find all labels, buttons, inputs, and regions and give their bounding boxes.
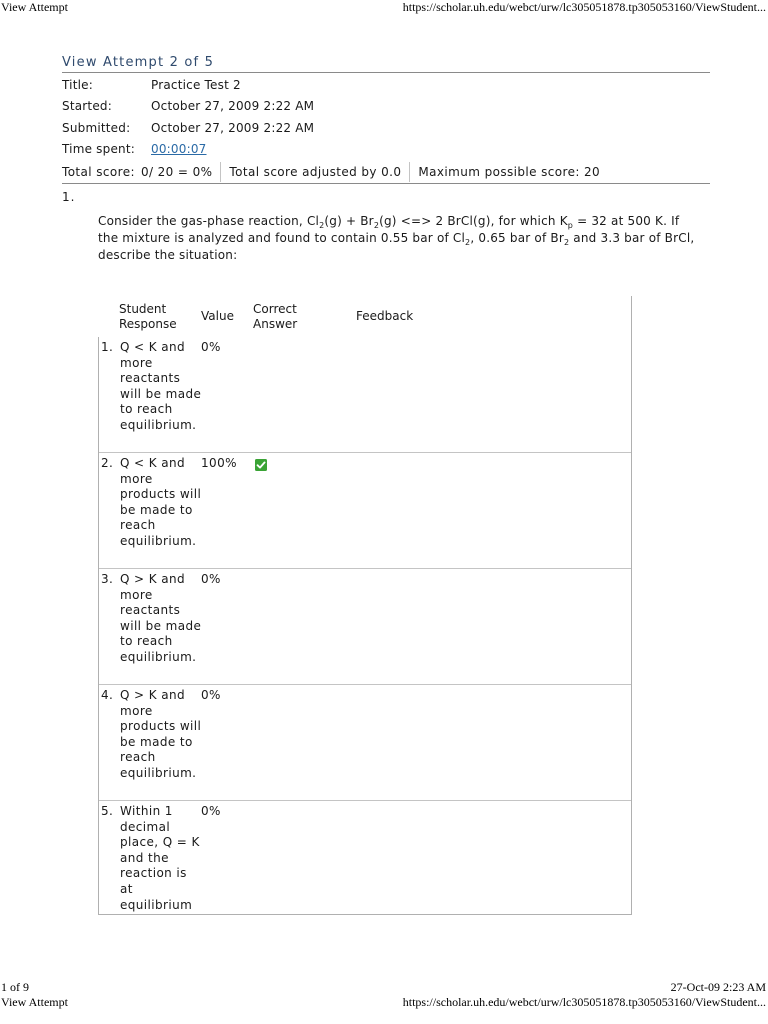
time-spent-link[interactable]: 00:00:07 [151, 142, 207, 157]
attempt-info [62, 74, 710, 160]
score-adjusted: Total score adjusted by 0.0 [229, 164, 402, 179]
total-score-label: Total score: [62, 164, 135, 179]
score-divider [409, 162, 410, 182]
table-body [98, 337, 632, 915]
time-spent-row [62, 139, 710, 161]
score-row [62, 160, 710, 184]
header-student-response: Student Response [119, 302, 177, 331]
row-value: 0% [201, 804, 221, 818]
table-row [99, 684, 631, 800]
row-number: 5. [101, 804, 114, 818]
row-value: 0% [201, 340, 221, 354]
row-number: 2. [101, 456, 114, 470]
title-label: Title: [62, 77, 93, 92]
correct-check-icon [255, 459, 267, 471]
question-number: 1. [62, 190, 76, 204]
row-number: 1. [101, 340, 114, 354]
response-table [98, 296, 632, 915]
row-response: Q < K and more products will be made to reach equilibrium. [120, 456, 202, 548]
row-response: Q > K and more products will be made to reach equilibrium. [120, 688, 202, 780]
started-value: October 27, 2009 2:22 AM [151, 99, 315, 114]
table-row [99, 337, 631, 452]
table-row [99, 800, 631, 914]
row-number: 3. [101, 572, 114, 586]
score-divider [220, 162, 221, 182]
row-number: 4. [101, 688, 114, 702]
row-value: 100% [201, 456, 237, 470]
question-text: Consider the gas-phase reaction, $Cl_2(g) + Br_2(g)$ <=> 2 BrCl(g), for which $K_p = 32$ at 500 K. If the mixture is analyzed and found to contain 0.55 bar of $Cl_2$, 0.65 bar of $Br_2$ and 3.3 bar of BrCl, describe the situation: [98, 214, 695, 262]
row-response: Q < K and more reactants will be made to reach equilibrium. [120, 340, 202, 432]
table-row [99, 452, 631, 568]
total-score-value: 0/ 20 = 0% [140, 164, 213, 179]
attempt-panel [62, 55, 710, 912]
header-correct-answer: Correct Answer [253, 302, 298, 331]
print-header-title: View Attempt [1, 0, 68, 14]
submitted-label: Submitted: [62, 120, 131, 135]
print-footer-datetime: 27-Oct-09 2:23 AM [670, 980, 766, 994]
table-header [98, 296, 632, 337]
print-footer-next-url: https://scholar.uh.edu/webct/urw/lc305051878.tp305053160/ViewStudent... [402, 995, 766, 1009]
print-footer-page: 1 of 9 [1, 980, 29, 994]
row-value: 0% [201, 572, 221, 586]
row-response: Q > K and more reactants will be made to reach equilibrium. [120, 572, 202, 664]
print-header-url: https://scholar.uh.edu/webct/urw/lc305051878.tp305053160/ViewStudent... [402, 0, 766, 14]
attempt-heading: View Attempt 2 of 5 [62, 55, 710, 73]
header-feedback: Feedback [356, 309, 414, 323]
row-value: 0% [201, 688, 221, 702]
submitted-row [62, 117, 710, 139]
title-value: Practice Test 2 [151, 77, 241, 92]
table-row [99, 568, 631, 684]
header-value: Value [201, 309, 234, 323]
time-spent-label: Time spent: [62, 142, 135, 157]
row-response: Within 1 decimal place, Q = K and the reaction is at equilibrium [120, 804, 200, 912]
print-footer-next-title: View Attempt [1, 995, 68, 1009]
started-row [62, 96, 710, 118]
started-label: Started: [62, 99, 112, 114]
submitted-value: October 27, 2009 2:22 AM [151, 120, 315, 135]
title-row [62, 74, 710, 96]
max-score: Maximum possible score: 20 [418, 164, 601, 179]
